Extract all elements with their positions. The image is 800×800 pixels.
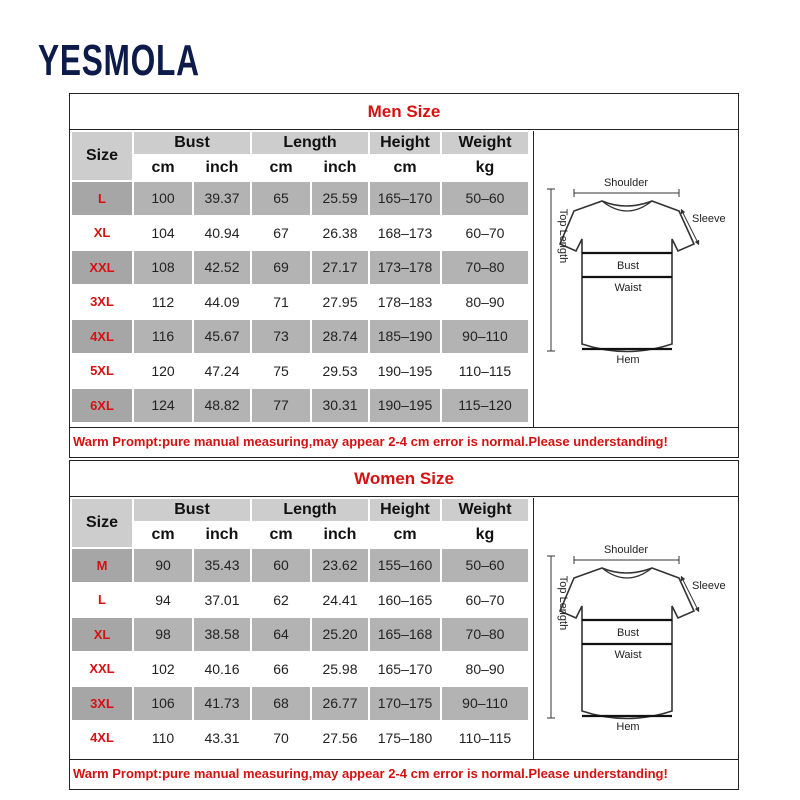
cell-len-cm: 77 [252, 389, 312, 424]
cell-len-cm: 73 [252, 320, 312, 355]
cell-weight: 110–115 [442, 722, 530, 757]
cell-len-cm: 75 [252, 355, 312, 390]
cell-height: 173–178 [370, 251, 442, 286]
cell-bust-in: 39.37 [194, 182, 252, 217]
table-row [72, 549, 530, 584]
cell-len-cm: 66 [252, 653, 312, 688]
cell-len-in: 27.17 [312, 251, 370, 286]
cell-bust-in: 48.82 [194, 389, 252, 424]
hem-label: Hem [616, 354, 640, 366]
size-header: Size [72, 499, 134, 549]
cell-bust-cm: 124 [134, 389, 194, 424]
cell-len-in: 27.56 [312, 722, 370, 757]
cell-weight: 50–60 [442, 549, 530, 584]
height-cm-header: cm [370, 156, 442, 182]
cell-size: XXL [72, 653, 134, 688]
cell-size: L [72, 182, 134, 217]
cell-height: 165–170 [370, 182, 442, 217]
cell-weight: 80–90 [442, 653, 530, 688]
cell-len-in: 30.31 [312, 389, 370, 424]
brand-logo: YESMOLA [38, 36, 200, 85]
cell-len-cm: 71 [252, 286, 312, 321]
cell-len-in: 25.98 [312, 653, 370, 688]
size-header: Size [72, 132, 134, 182]
height-cm-header: cm [370, 523, 442, 549]
men-size-table [72, 132, 530, 424]
waist-label: Waist [614, 282, 642, 294]
women-size-table [72, 499, 530, 756]
weight-header: Weight [442, 499, 530, 523]
men-size-panel [69, 93, 739, 458]
men-shirt-diagram [533, 131, 738, 427]
table-row [72, 320, 530, 355]
length-inch-header: inch [312, 523, 370, 549]
length-header: Length [252, 499, 370, 523]
cell-bust-cm: 98 [134, 618, 194, 653]
cell-size: 4XL [72, 722, 134, 757]
cell-height: 175–180 [370, 722, 442, 757]
cell-bust-in: 47.24 [194, 355, 252, 390]
cell-bust-in: 44.09 [194, 286, 252, 321]
cell-bust-in: 40.94 [194, 217, 252, 252]
cell-len-in: 28.74 [312, 320, 370, 355]
table-row [72, 653, 530, 688]
men-size-title: Men Size [70, 94, 738, 130]
cell-weight: 60–70 [442, 217, 530, 252]
cell-size: XXL [72, 251, 134, 286]
cell-weight: 70–80 [442, 618, 530, 653]
length-header: Length [252, 132, 370, 156]
cell-size: 3XL [72, 286, 134, 321]
cell-len-cm: 60 [252, 549, 312, 584]
cell-height: 168–173 [370, 217, 442, 252]
bust-label: Bust [616, 627, 640, 639]
table-row [72, 286, 530, 321]
cell-size: M [72, 549, 134, 584]
cell-bust-in: 42.52 [194, 251, 252, 286]
women-shirt-svg [534, 498, 739, 760]
height-header: Height [370, 132, 442, 156]
cell-len-in: 24.41 [312, 584, 370, 619]
cell-bust-in: 35.43 [194, 549, 252, 584]
cell-size: XL [72, 217, 134, 252]
cell-len-in: 23.62 [312, 549, 370, 584]
table-row [72, 182, 530, 217]
cell-size: 3XL [72, 687, 134, 722]
cell-weight: 90–110 [442, 320, 530, 355]
cell-bust-cm: 104 [134, 217, 194, 252]
cell-len-cm: 62 [252, 584, 312, 619]
cell-weight: 115–120 [442, 389, 530, 424]
cell-len-cm: 68 [252, 687, 312, 722]
cell-height: 178–183 [370, 286, 442, 321]
cell-bust-cm: 94 [134, 584, 194, 619]
cell-bust-cm: 106 [134, 687, 194, 722]
cell-height: 165–168 [370, 618, 442, 653]
table-row [72, 217, 530, 252]
cell-bust-in: 37.01 [194, 584, 252, 619]
bust-cm-header: cm [134, 156, 194, 182]
cell-len-cm: 67 [252, 217, 312, 252]
length-inch-header: inch [312, 156, 370, 182]
cell-weight: 110–115 [442, 355, 530, 390]
length-cm-header: cm [252, 523, 312, 549]
bust-header: Bust [134, 132, 252, 156]
cell-bust-in: 43.31 [194, 722, 252, 757]
cell-bust-cm: 108 [134, 251, 194, 286]
cell-weight: 50–60 [442, 182, 530, 217]
bust-inch-header: inch [194, 523, 252, 549]
cell-bust-cm: 116 [134, 320, 194, 355]
bust-label: Bust [616, 260, 640, 272]
cell-len-in: 27.95 [312, 286, 370, 321]
length-cm-header: cm [252, 156, 312, 182]
cell-size: 6XL [72, 389, 134, 424]
cell-len-cm: 69 [252, 251, 312, 286]
table-row [72, 584, 530, 619]
cell-weight: 70–80 [442, 251, 530, 286]
cell-len-cm: 64 [252, 618, 312, 653]
cell-bust-in: 40.16 [194, 653, 252, 688]
table-row [72, 389, 530, 424]
cell-height: 190–195 [370, 389, 442, 424]
bust-inch-header: inch [194, 156, 252, 182]
cell-bust-in: 45.67 [194, 320, 252, 355]
men-shirt-svg [534, 131, 739, 427]
weight-kg-header: kg [442, 156, 530, 182]
cell-len-cm: 65 [252, 182, 312, 217]
cell-height: 160–165 [370, 584, 442, 619]
table-row [72, 251, 530, 286]
shoulder-label: Shoulder [603, 177, 649, 189]
cell-len-in: 25.59 [312, 182, 370, 217]
cell-bust-cm: 102 [134, 653, 194, 688]
cell-height: 165–170 [370, 653, 442, 688]
hem-label: Hem [616, 721, 640, 733]
sleeve-label: Sleeve [692, 213, 726, 225]
weight-header: Weight [442, 132, 530, 156]
cell-size: L [72, 584, 134, 619]
women-warm-prompt: Warm Prompt:pure manual measuring,may appear 2-4 cm error is normal.Please understanding! [70, 759, 738, 789]
cell-weight: 90–110 [442, 687, 530, 722]
top-length-label: Top Length [557, 208, 569, 264]
bust-cm-header: cm [134, 523, 194, 549]
weight-kg-header: kg [442, 523, 530, 549]
cell-height: 155–160 [370, 549, 442, 584]
shoulder-label: Shoulder [603, 544, 649, 556]
table-row [72, 618, 530, 653]
cell-weight: 60–70 [442, 584, 530, 619]
cell-len-cm: 70 [252, 722, 312, 757]
cell-size: XL [72, 618, 134, 653]
table-row [72, 687, 530, 722]
cell-len-in: 29.53 [312, 355, 370, 390]
cell-bust-cm: 120 [134, 355, 194, 390]
table-row [72, 355, 530, 390]
cell-bust-cm: 112 [134, 286, 194, 321]
cell-bust-in: 38.58 [194, 618, 252, 653]
women-shirt-diagram [533, 498, 738, 760]
cell-bust-in: 41.73 [194, 687, 252, 722]
cell-bust-cm: 100 [134, 182, 194, 217]
cell-len-in: 26.77 [312, 687, 370, 722]
cell-len-in: 25.20 [312, 618, 370, 653]
cell-bust-cm: 110 [134, 722, 194, 757]
waist-label: Waist [614, 649, 642, 661]
cell-height: 185–190 [370, 320, 442, 355]
sleeve-label: Sleeve [692, 580, 726, 592]
table-row [72, 722, 530, 757]
cell-height: 170–175 [370, 687, 442, 722]
women-size-panel [69, 460, 739, 790]
men-warm-prompt: Warm Prompt:pure manual measuring,may appear 2-4 cm error is normal.Please understanding! [70, 427, 738, 457]
height-header: Height [370, 499, 442, 523]
women-size-title: Women Size [70, 461, 738, 497]
cell-height: 190–195 [370, 355, 442, 390]
bust-header: Bust [134, 499, 252, 523]
cell-size: 5XL [72, 355, 134, 390]
cell-size: 4XL [72, 320, 134, 355]
cell-weight: 80–90 [442, 286, 530, 321]
top-length-label: Top Length [557, 575, 569, 631]
cell-bust-cm: 90 [134, 549, 194, 584]
cell-len-in: 26.38 [312, 217, 370, 252]
